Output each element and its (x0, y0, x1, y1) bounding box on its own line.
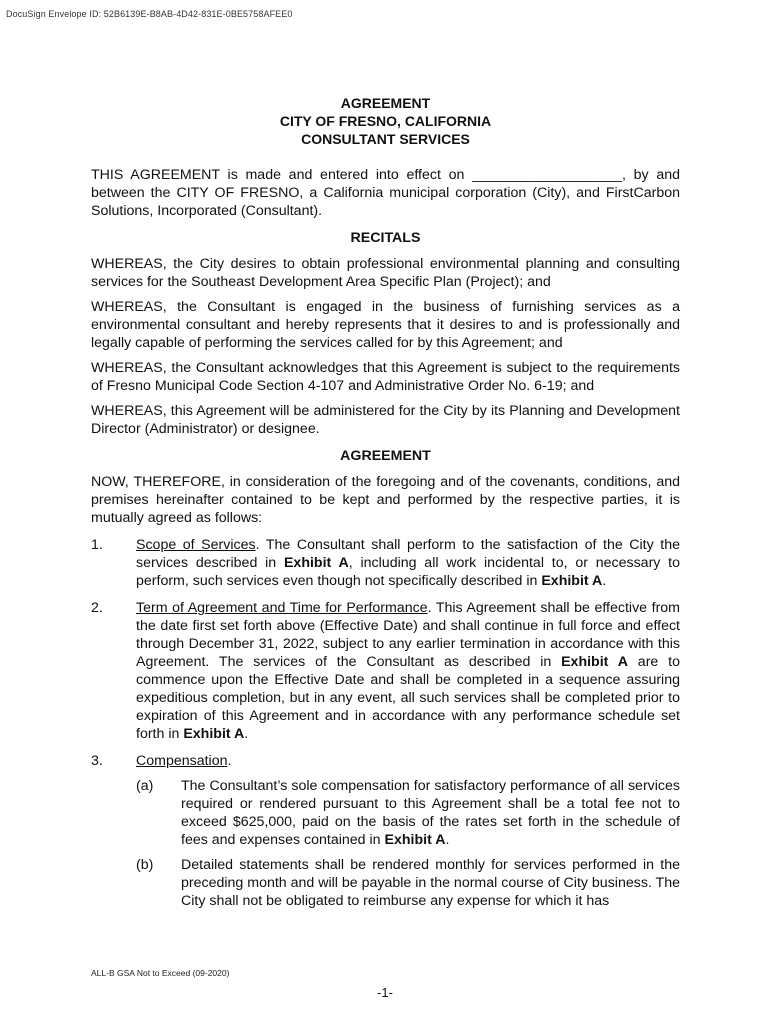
exhibit-reference: Exhibit A (384, 832, 446, 848)
section-body: Compensation. (a) The Consultant’s sole compensation for satisfactory performance of all services required or rendered pursuant to this Agreement shall be a total fee not to exceed $625,000, paid on the basis of the rates set forth in the schedule of fees and expenses contained in Exhibit A. (b) Detailed statements shall be rendered monthly for services performed in the preceding month and will be payable in the normal course of City business. The City shall not be obligated to reimburse any expense for which it has (136, 753, 680, 909)
section-number: 2. (91, 600, 103, 616)
page-number: -1- (377, 985, 393, 1000)
now-therefore-paragraph: NOW, THEREFORE, in consideration of the foregoing and of the covenants, conditions, and premises hereinafter contained to be kept and performed by the respective parties, it is mutually agreed as follows: (91, 474, 680, 526)
title-agreement: AGREEMENT (340, 95, 431, 111)
section-term-of-agreement (91, 599, 680, 743)
subsection-number: (b) (136, 857, 154, 873)
exhibit-reference: Exhibit A (561, 654, 628, 670)
recital-4: WHEREAS, this Agreement will be administered for the City by its Planning and Development Director (Administrator) or designee. (91, 403, 680, 437)
section-number: 1. (91, 537, 103, 553)
subsection-b (136, 856, 680, 910)
subsection-body: Detailed statements shall be rendered monthly for services performed in the preceding month and will be payable in the normal course of City business. The City shall not be obligated to reimburse any expense for which it has (181, 857, 680, 909)
subsection-body: The Consultant’s sole compensation for satisfactory performance of all services required or rendered pursuant to this Agreement shall be a total fee not to exceed $625,000, paid on the basis of the rates set forth in the schedule of fees and expenses contained in Exhibit A. (181, 778, 680, 848)
section-compensation (91, 752, 680, 910)
section-scope-of-services (91, 536, 680, 590)
section-body: Scope of Services. The Consultant shall perform to the satisfaction of the City the services described in Exhibit A, including all work incidental to, or necessary to perform, such services even though not specifically described in Exhibit A. (136, 537, 681, 589)
recitals-heading: RECITALS (350, 230, 421, 246)
exhibit-reference: Exhibit A (283, 555, 349, 571)
title-city: CITY OF FRESNO, CALIFORNIA (279, 113, 492, 129)
agreement-heading: AGREEMENT (340, 448, 431, 464)
form-identifier: ALL-B GSA Not to Exceed (09-2020) (91, 968, 230, 978)
subsection-number: (a) (136, 778, 154, 794)
exhibit-reference: Exhibit A (183, 726, 245, 742)
recital-1: WHEREAS, the City desires to obtain professional environmental planning and consulting services for the Southeast Development Area Specific Plan (Project); and (91, 256, 680, 290)
intro-paragraph: THIS AGREEMENT is made and entered into effect on ___________________, by and between the CITY OF FRESNO, a California municipal corporation (City), and FirstCarbon Solutions, Incorporated (Consultant). (91, 167, 680, 219)
subsection-a (136, 777, 680, 849)
section-title: Term of Agreement and Time for Performance (136, 600, 428, 616)
recital-2: WHEREAS, the Consultant is engaged in the business of furnishing services as a environmental consultant and hereby represents that it desires to and is professionally and legally capable of performing the services called for by this Agreement; and (91, 299, 680, 351)
section-title: Scope of Services (136, 537, 256, 553)
docusign-envelope-id: DocuSign Envelope ID: 52B6139E-B8AB-4D42-831E-0BE5758AFEE0 (6, 9, 293, 19)
document-page (91, 94, 680, 910)
title-services: CONSULTANT SERVICES (301, 131, 470, 147)
exhibit-reference: Exhibit A (541, 573, 603, 589)
section-title: Compensation (136, 753, 228, 769)
recital-3: WHEREAS, the Consultant acknowledges that this Agreement is subject to the requirements of Fresno Municipal Code Section 4-107 and Administrative Order No. 6-19; and (91, 360, 680, 394)
section-body: Term of Agreement and Time for Performance. This Agreement shall be effective from the date first set forth above (Effective Date) and shall continue in full force and effect through December 31, 2022, subject to any earlier termination in accordance with this Agreement. The services of the Consultant as described in Exhibit A are to commence upon the Effective Date and shall be completed in a sequence assuring expeditious completion, but in any event, all such services shall be completed prior to expiration of this Agreement and in accordance with any performance schedule set forth in Exhibit A. (136, 600, 680, 742)
section-number: 3. (91, 753, 103, 769)
